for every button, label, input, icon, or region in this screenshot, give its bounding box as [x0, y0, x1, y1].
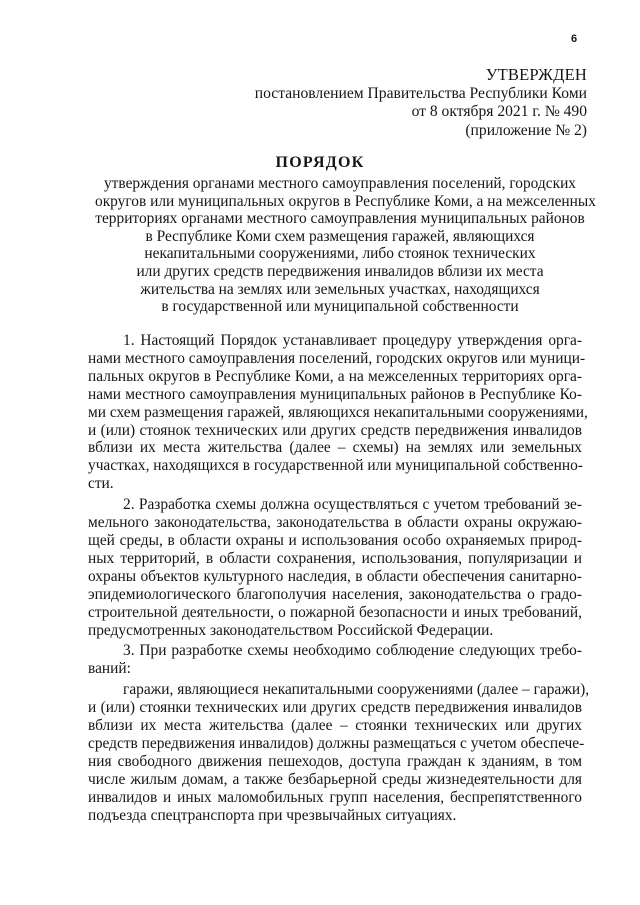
paragraph-line: эпидемиологического благополучия населения, законодательства о градо-: [88, 585, 582, 603]
approval-appendix: (приложение № 2): [465, 121, 587, 139]
subtitle-line: или других средств передвижения инвалидов вблизи их места: [136, 262, 544, 280]
subtitle-line: жительства на землях или земельных участках, находящихся: [140, 280, 540, 298]
subtitle-line: в государственной или муниципальной собственности: [161, 298, 519, 316]
paragraph-line: сти.: [88, 475, 114, 493]
approval-decree: постановлением Правительства Республики Коми: [254, 84, 587, 102]
approval-date-number: от 8 октября 2021 г. № 490: [411, 103, 587, 121]
paragraph-line: ных территорий, в области сохранения, использования, популяризации и: [88, 549, 582, 567]
subtitle-line: округов или муниципальных округов в Республике Коми, а на межселенных: [95, 192, 596, 210]
paragraph-line: 2. Разработка схемы должна осуществляться с учетом требований зе-: [123, 496, 582, 514]
paragraph-1: [88, 332, 588, 493]
approval-block: [255, 66, 587, 140]
paragraph-line: строительной деятельности, о пожарной безопасности и иных требований,: [88, 603, 582, 621]
paragraph-line: 1. Настоящий Порядок устанавливает процедуру утверждения орга-: [123, 332, 582, 349]
paragraph-line: числе жилым домам, а также безбарьерной среды жизнедеятельности для: [88, 770, 582, 788]
document-title: ПОРЯДОК: [275, 154, 365, 171]
paragraph-line: ми схем размещения гаражей, являющихся некапитальными сооружениями,: [88, 403, 588, 421]
page-number: 6: [571, 33, 578, 45]
paragraph-line: вблизи их места жительства (далее – схемы) на землях или земельных: [88, 439, 582, 457]
paragraph-line: средств передвижения инвалидов) должны размещаться с учетом обеспече-: [88, 734, 585, 752]
paragraph-line: инвалидов и иных маломобильных групп населения, беспрепятственного: [88, 788, 582, 806]
paragraph-line: и (или) стоянок технических или других средств передвижения инвалидов: [88, 421, 582, 439]
document-body: [88, 332, 590, 827]
paragraph-line: нами местного самоуправления муниципальных районов в Республике Ко-: [88, 385, 582, 403]
subtitle-line: утверждения органами местного самоуправления поселений, городских: [103, 175, 576, 192]
paragraph-line: вблизи их места жительства (далее – стоянки технических или других: [88, 717, 582, 735]
paragraph-line: пальных округов в Республике Коми, а на межселенных территориях орга-: [88, 367, 582, 385]
paragraph-line: охраны объектов культурного наследия, в области обеспечения санитарно-: [88, 567, 582, 585]
subtitle-line: территориях органами местного самоуправления муниципальных районов: [95, 210, 585, 228]
subtitle-line: в Республике Коми схем размещения гаражей, являющихся: [145, 227, 535, 245]
paragraph-line: предусмотренных законодательством Российской Федерации.: [88, 621, 494, 639]
paragraph-line: участках, находящихся в государственной или муниципальной собственно-: [88, 457, 583, 475]
paragraph-line: гаражи, являющиеся некапитальными сооружениями (далее – гаражи),: [123, 681, 590, 699]
paragraph-line: нами местного самоуправления поселений, городских округов или муници-: [88, 349, 586, 367]
paragraph-line: 3. При разработке схемы необходимо соблюдение следующих требо-: [123, 642, 582, 660]
paragraph-line: щей среды, в области охраны и использования особо охраняемых природ-: [88, 531, 582, 549]
document-subtitle: [95, 175, 596, 316]
paragraph-line: ваний:: [88, 660, 131, 678]
paragraph-line: подъезда спецтранспорта при чрезвычайных ситуациях.: [88, 806, 457, 824]
paragraph-line: мельного законодательства, законодательства в области охраны окружаю-: [88, 514, 582, 532]
approval-heading: УТВЕРЖДЕН: [485, 65, 587, 84]
subtitle-line: некапитальными сооружениями, либо стоянок технических: [144, 245, 536, 263]
paragraph-2: [88, 496, 582, 639]
paragraph-line: и (или) стоянки технических или других средств передвижения инвалидов: [88, 699, 582, 717]
paragraph-3: [88, 642, 582, 678]
paragraph-4: [88, 681, 590, 824]
paragraph-line: ния свободного движения пешеходов, доступа граждан к зданиям, в том: [88, 752, 582, 770]
